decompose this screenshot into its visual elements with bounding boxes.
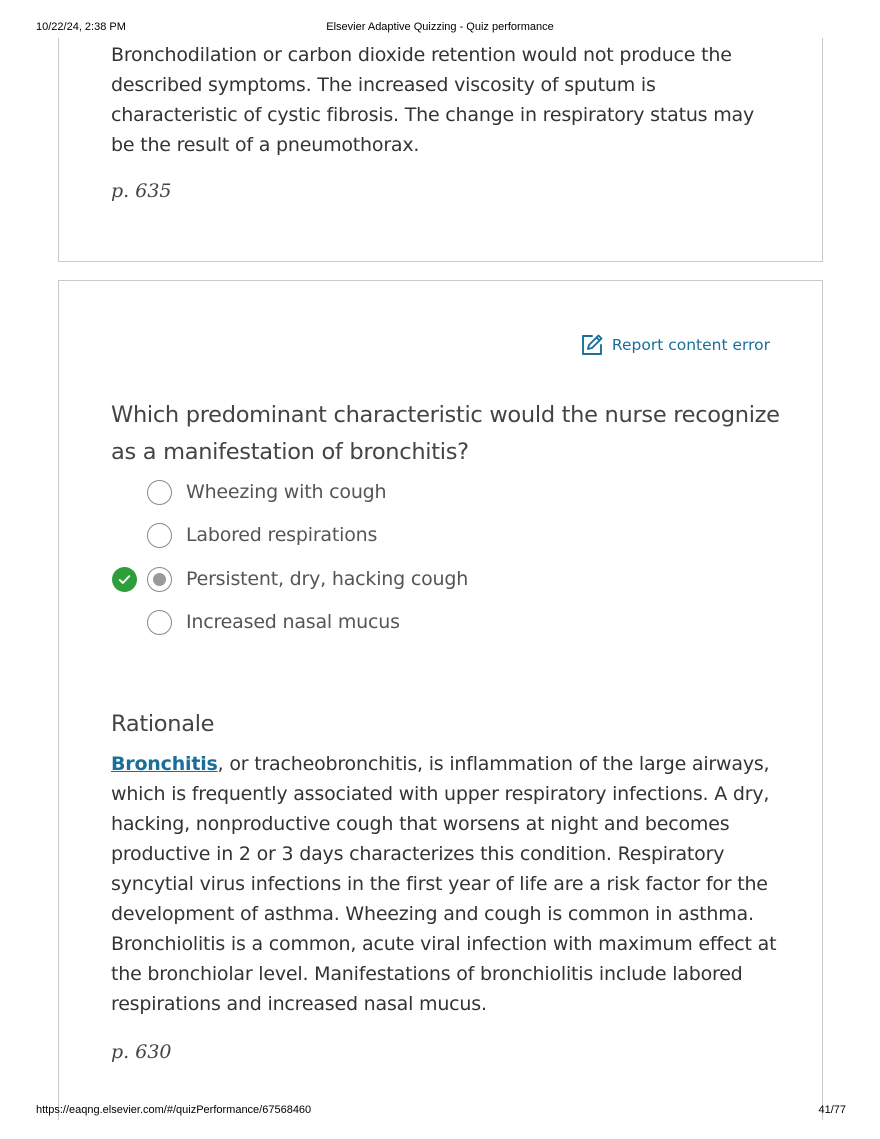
feedback-slot xyxy=(111,479,137,505)
rationale-text xyxy=(111,749,779,1019)
edit-pencil-icon xyxy=(580,333,604,357)
answer-option[interactable] xyxy=(111,520,377,550)
rationale-heading: Rationale xyxy=(111,711,215,737)
feedback-slot xyxy=(111,566,137,592)
answer-option[interactable] xyxy=(111,607,400,637)
report-content-error-link[interactable] xyxy=(580,333,770,357)
previous-question-card xyxy=(58,38,823,262)
answer-option-correct[interactable] xyxy=(111,564,468,594)
rationale-body: , or tracheobronchitis, is inflammation of the large airways, which is frequently associated with upper respiratory infections. A dry, hacking, nonproductive cough that worsens at night and becomes productive in 2 or 3 days characterizes this condition. Respiratory syncytial virus infections in the first year of life are a risk factor for the development of asthma. Wheezing and cough is common in asthma. Bronchiolitis is a common, acute viral infection with maximum effect at the bronchiolar level. Manifestations of bronchiolitis include labored respirations and increased nasal mucus. xyxy=(111,753,777,1015)
print-url: https://eaqng.elsevier.com/#/quizPerformance/67568460 xyxy=(36,1104,312,1116)
bronchitis-term-link[interactable]: Bronchitis xyxy=(111,753,218,775)
answer-option-label: Wheezing with cough xyxy=(186,481,387,503)
feedback-slot xyxy=(111,609,137,635)
feedback-slot xyxy=(111,522,137,548)
radio-button-selected[interactable] xyxy=(147,567,172,592)
print-datetime: 10/22/24, 2:38 PM xyxy=(36,21,126,33)
radio-button[interactable] xyxy=(147,523,172,548)
print-title: Elsevier Adaptive Quizzing - Quiz performance xyxy=(326,21,554,33)
radio-button[interactable] xyxy=(147,610,172,635)
radio-button[interactable] xyxy=(147,480,172,505)
answer-option-label: Labored respirations xyxy=(186,524,378,546)
print-page-number: 41/77 xyxy=(818,1104,846,1116)
answer-option-label: Increased nasal mucus xyxy=(186,611,400,633)
question-card xyxy=(58,280,823,1120)
checkmark-icon xyxy=(117,572,132,587)
previous-rationale-text: Bronchodilation or carbon dioxide retention would not produce the described symptoms. The increased viscosity of sputum is characteristic of cystic fibrosis. The change in respiratory status may be the result of a pneumothorax. xyxy=(111,44,754,156)
radio-selected-dot xyxy=(153,573,166,586)
answer-option-label: Persistent, dry, hacking cough xyxy=(186,568,469,590)
correct-badge xyxy=(112,567,137,592)
previous-page-reference: p. 635 xyxy=(111,180,172,202)
report-content-error-label: Report content error xyxy=(611,336,770,354)
answer-option[interactable] xyxy=(111,477,386,507)
question-text: Which predominant characteristic would the nurse recognize as a manifestation of bronchitis? xyxy=(111,402,780,465)
page-reference: p. 630 xyxy=(111,1041,172,1063)
